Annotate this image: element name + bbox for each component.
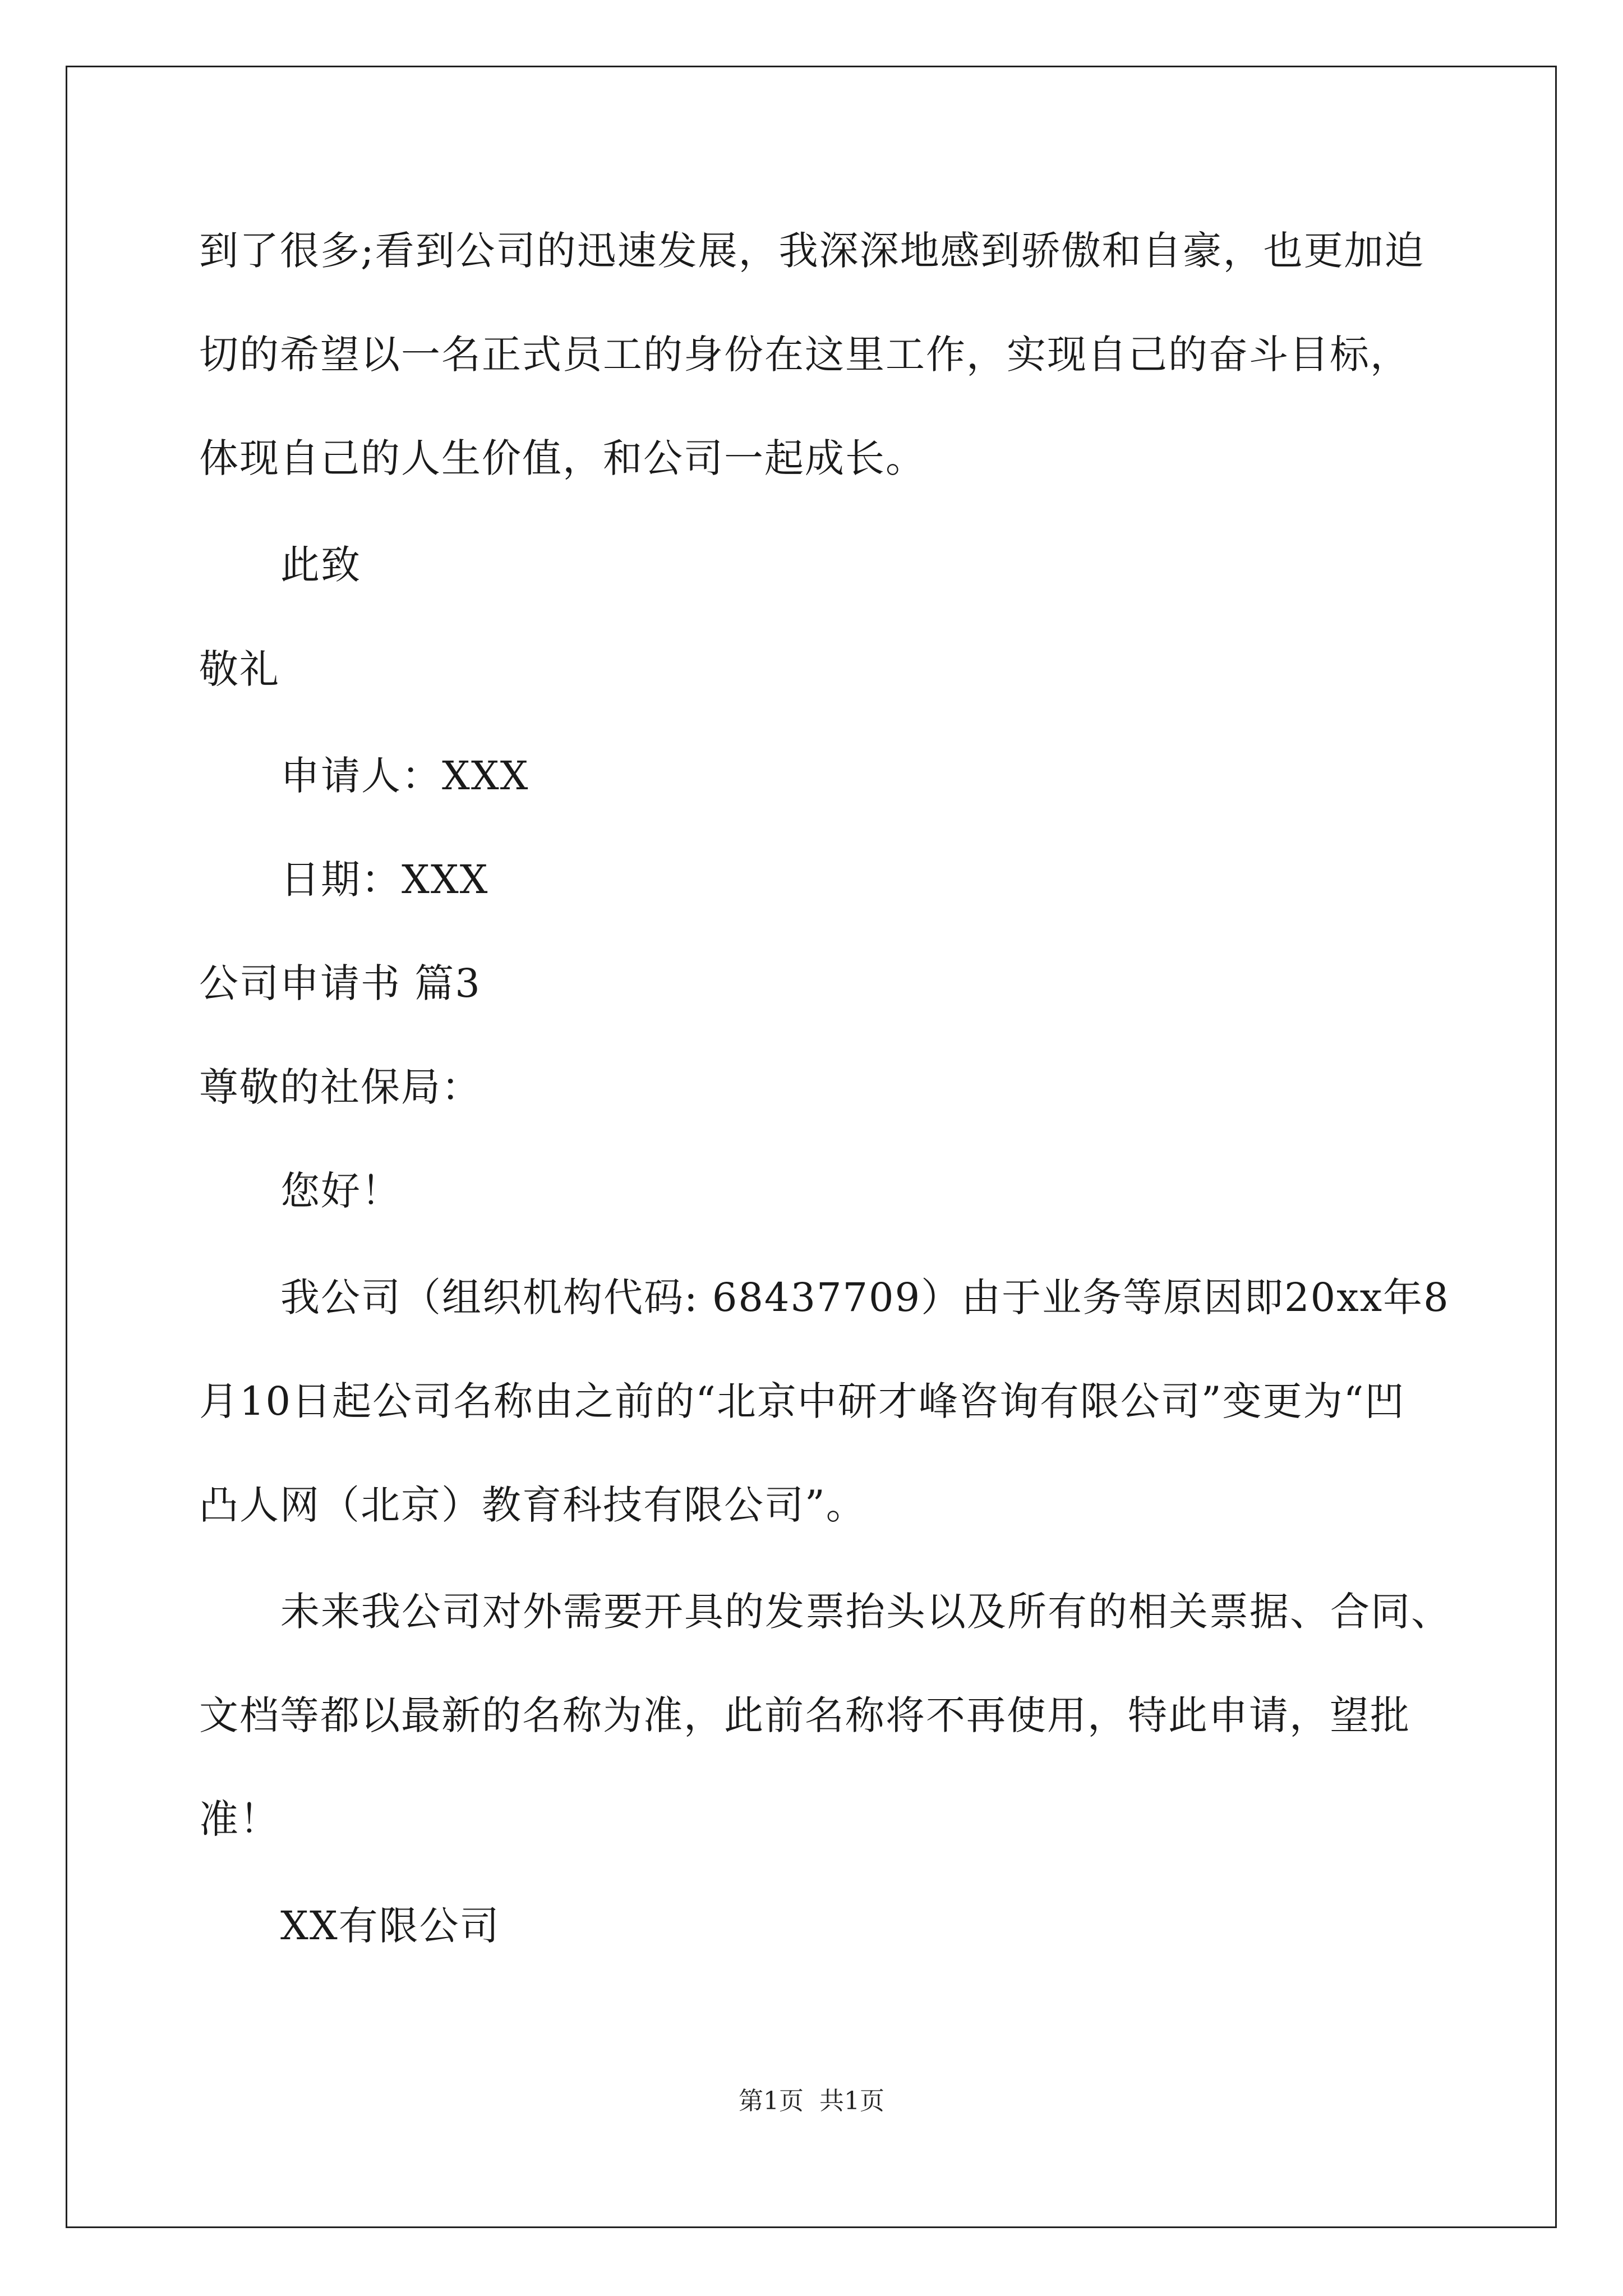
page-number-footer: 第1页 共1页: [739, 2087, 884, 2115]
company-signature: XX有限公司: [280, 1903, 500, 1949]
date-line: 日期：XXX: [280, 857, 489, 903]
applicant-signature: 申请人：XXX: [280, 753, 529, 799]
body-paragraph-line: 凸人网（北京）教育科技有限公司”。: [199, 1482, 866, 1528]
body-paragraph-line: 文档等都以最新的名称为准，此前名称将不再使用，特此申请，望批: [199, 1692, 1410, 1738]
section-heading: 公司申请书 篇3: [199, 960, 481, 1006]
salutation-regards: 敬礼: [199, 646, 280, 692]
body-paragraph-line: 我公司（组织机构代码: 68437709）由于业务等原因即20xx年8: [280, 1274, 1450, 1320]
body-paragraph-line: 切的希望以一名正式员工的身份在这里工作，实现自己的奋斗目标，: [199, 332, 1410, 378]
body-paragraph-line: 到了很多;看到公司的迅速发展，我深深地感到骄傲和自豪，也更加迫: [199, 228, 1425, 274]
body-paragraph-line: 未来我公司对外需要开具的发票抬头以及所有的相关票据、合同、: [280, 1589, 1451, 1635]
letter-addressee: 尊敬的社保局：: [199, 1064, 482, 1110]
closing-phrase: 此致: [280, 542, 361, 588]
body-paragraph-line: 准！: [199, 1796, 280, 1842]
body-paragraph-line: 体现自己的人生价值，和公司一起成长。: [199, 435, 926, 481]
body-paragraph-line: 月10日起公司名称由之前的“北京中研才峰咨询有限公司”变更为“凹: [199, 1378, 1405, 1424]
greeting: 您好！: [280, 1168, 402, 1214]
